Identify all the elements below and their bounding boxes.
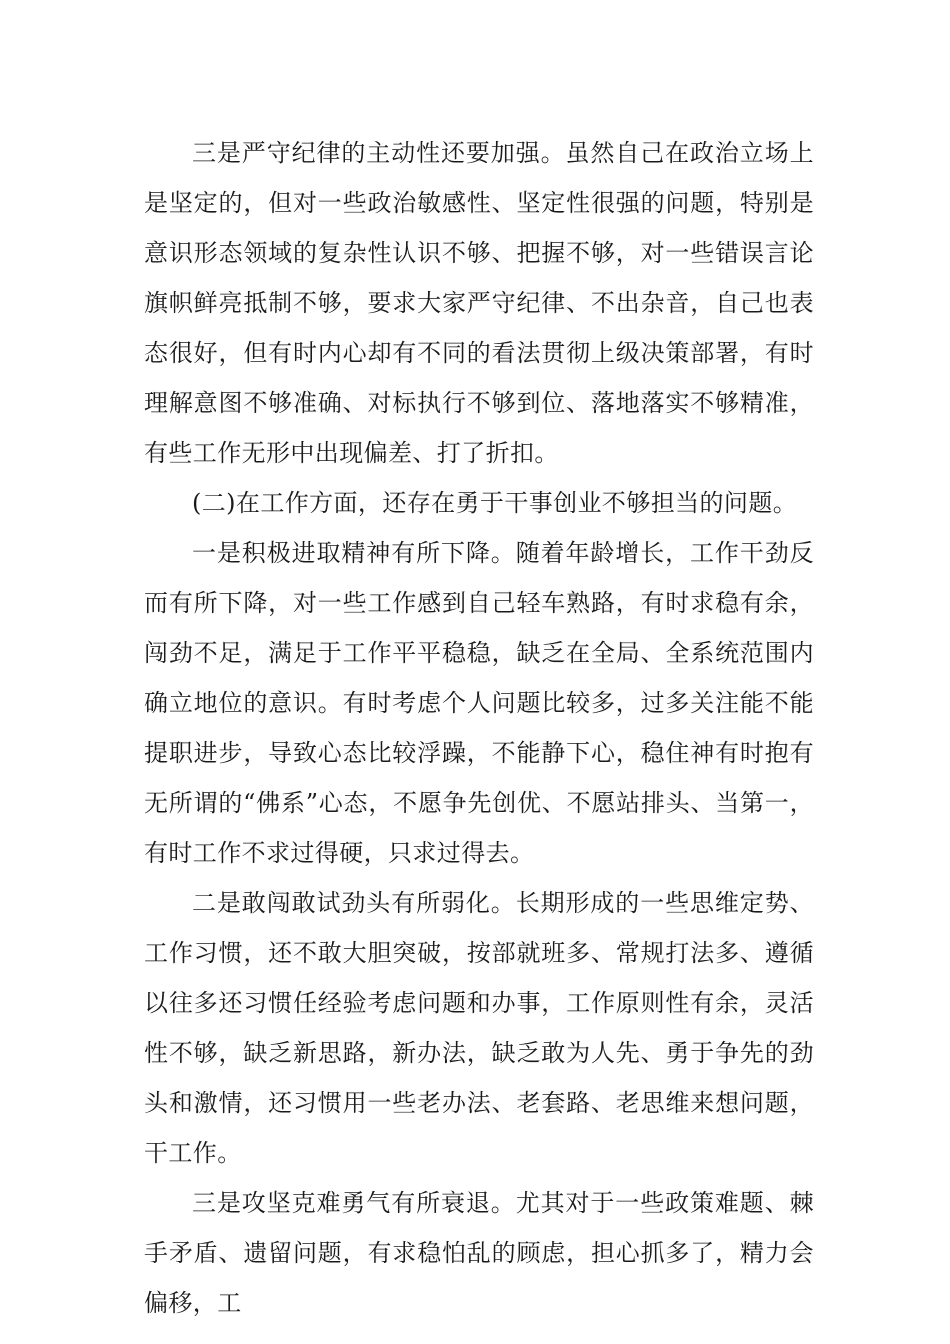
paragraph-discipline: 三是严守纪律的主动性还要加强。虽然自己在政治立场上是坚定的，但对一些政治敏感性、坚定性很强的问题，特别是意识形态领域的复杂性认识不够、把握不够，对一些错误言论旗帜鲜亮抵制不够，要求大家严守纪律、不出杂音，自己也表态很好，但有时内心却有不同的看法贯彻上级决策部署，有时理解意图不够准确、对标执行不够到位、落地落实不够精准，有些工作无形中出现偏差、打了折扣。 (144, 139, 814, 467)
paragraph-daring-to-try: 二是敢闯敢试劲头有所弱化。长期形成的一些思维定势、工作习惯，还不敢大胆突破，按部就班多、常规打法多、遵循以往多还习惯任经验考虑问题和办事，工作原则性有余，灵活性不够，缺乏新思路，新办法，缺乏敢为人先、勇于争先的劲头和激情，还习惯用一些老办法、老套路、老思维来想问题，干工作。 (144, 889, 814, 1167)
paragraph-work-heading: (二)在工作方面，还存在勇于干事创业不够担当的问题。 (192, 489, 798, 517)
paragraph-enterprising-spirit: 一是积极进取精神有所下降。随着年龄增长，工作干劲反而有所下降，对一些工作感到自己轻车熟路，有时求稳有余，闯劲不足，满足于工作平平稳稳，缺乏在全局、全系统范围内确立地位的意识。有时考虑个人问题比较多，过多关注能不能提职进步，导致心态比较浮躁，不能静下心，稳住神有时抱有无所谓的“佛系”心态，不愿争先创优、不愿站排头、当第一，有时工作不求过得硬，只求过得去。 (144, 539, 814, 867)
document-body (144, 128, 814, 1328)
paragraph-tackling-difficulties: 三是攻坚克难勇气有所衰退。尤其对于一些政策难题、棘手矛盾、遗留问题，有求稳怕乱的顾虑，担心抓多了，精力会偏移，工 (144, 1189, 814, 1317)
